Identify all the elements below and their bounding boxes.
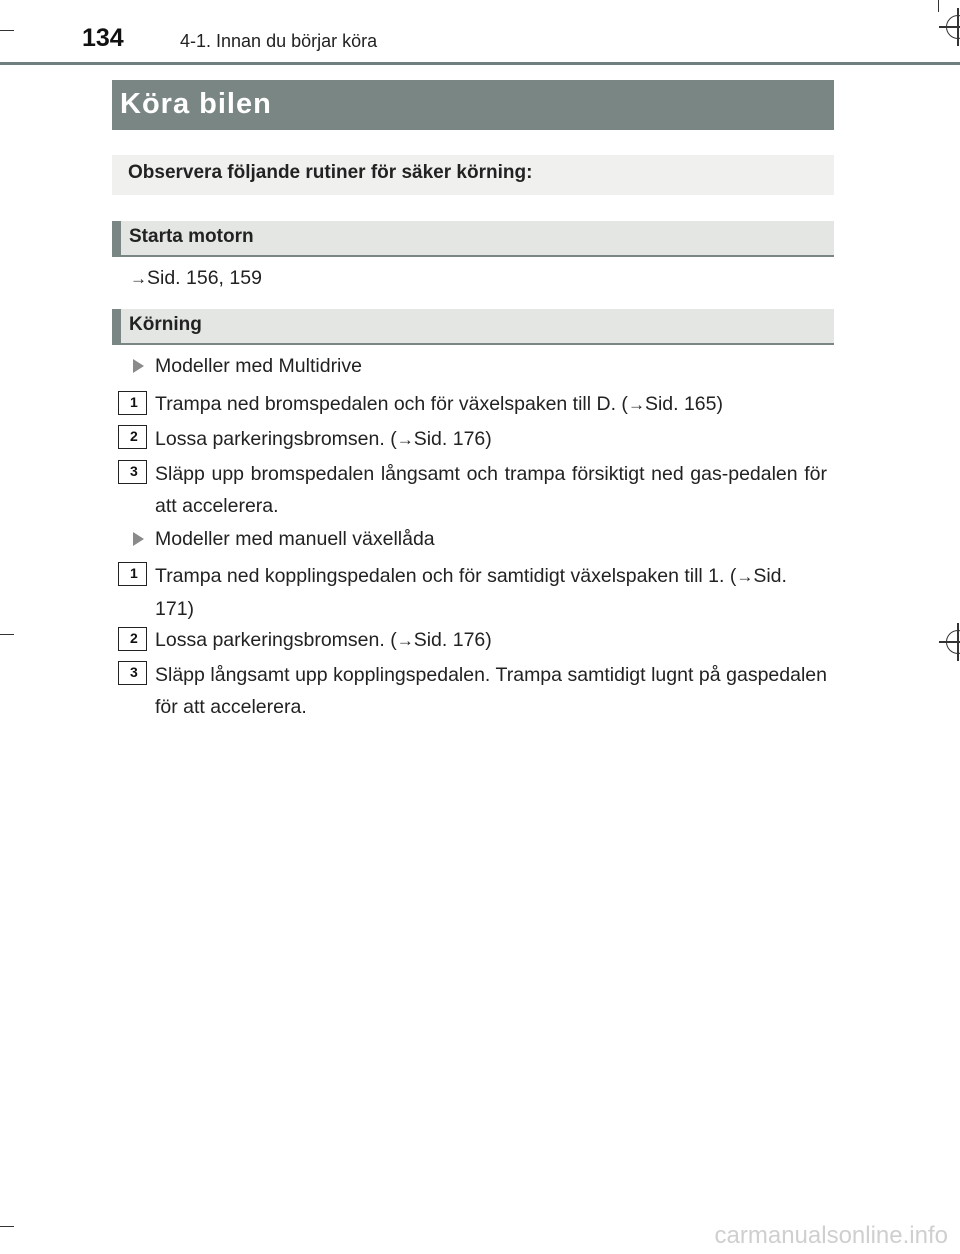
- multidrive-step-3: Släpp upp bromspedalen långsamt och trampa försiktigt ned gas-pedalen för att accelerera.: [155, 463, 827, 517]
- subheading-korning: Körning: [112, 309, 834, 345]
- triangle-bullet-icon: [133, 532, 144, 546]
- step-number-box: 1: [118, 562, 147, 586]
- arrow-right-icon: →: [396, 430, 414, 449]
- manual-step-1: Trampa ned kopplingspedalen och för samtidigt växelspaken till 1. (→Sid. 171): [155, 565, 787, 620]
- section-reference: 4-1. Innan du börjar köra: [180, 31, 378, 51]
- arrow-right-icon: →: [396, 631, 414, 650]
- manual-label: Modeller med manuell växellåda: [155, 528, 435, 550]
- step-number-box: 2: [118, 627, 147, 651]
- header-rule: [0, 62, 960, 65]
- crop-mark-top-right: [938, 0, 939, 12]
- step-number-box: 3: [118, 661, 147, 685]
- crop-mark-top-left: [0, 30, 14, 31]
- starta-reference-text: Sid. 156, 159: [147, 267, 262, 289]
- page-number: 134: [82, 24, 124, 52]
- arrow-right-icon: →: [736, 567, 754, 586]
- multidrive-step-2: Lossa parkeringsbromsen. (→Sid. 176): [155, 428, 492, 450]
- registration-mark-right: [946, 630, 960, 654]
- subheading-starta-motorn: Starta motorn: [112, 221, 834, 257]
- manual-step-2: Lossa parkeringsbromsen. (→Sid. 176): [155, 629, 492, 651]
- arrow-right-icon: →: [130, 269, 147, 288]
- arrow-right-icon: →: [627, 395, 645, 414]
- starta-reference: [130, 263, 262, 294]
- registration-mark-top-right: [946, 15, 960, 39]
- watermark: carmanualsonline.info: [714, 1222, 948, 1249]
- crop-mark-left: [0, 634, 14, 635]
- step-number-box: 3: [118, 460, 147, 484]
- multidrive-step-1: Trampa ned bromspedalen och för växelspaken till D. (→Sid. 165): [155, 393, 723, 415]
- triangle-bullet-icon: [133, 359, 144, 373]
- page-title: Köra bilen: [112, 80, 834, 130]
- multidrive-label: Modeller med Multidrive: [155, 355, 362, 377]
- step-number-box: 1: [118, 391, 147, 415]
- manual-step-3: Släpp långsamt upp kopplingspedalen. Trampa samtidigt lugnt på gaspedalen för att accelerera.: [155, 664, 827, 718]
- intro-note: Observera följande rutiner för säker körning:: [112, 155, 834, 195]
- crop-mark-bottom-left: [0, 1226, 14, 1227]
- step-number-box: 2: [118, 425, 147, 449]
